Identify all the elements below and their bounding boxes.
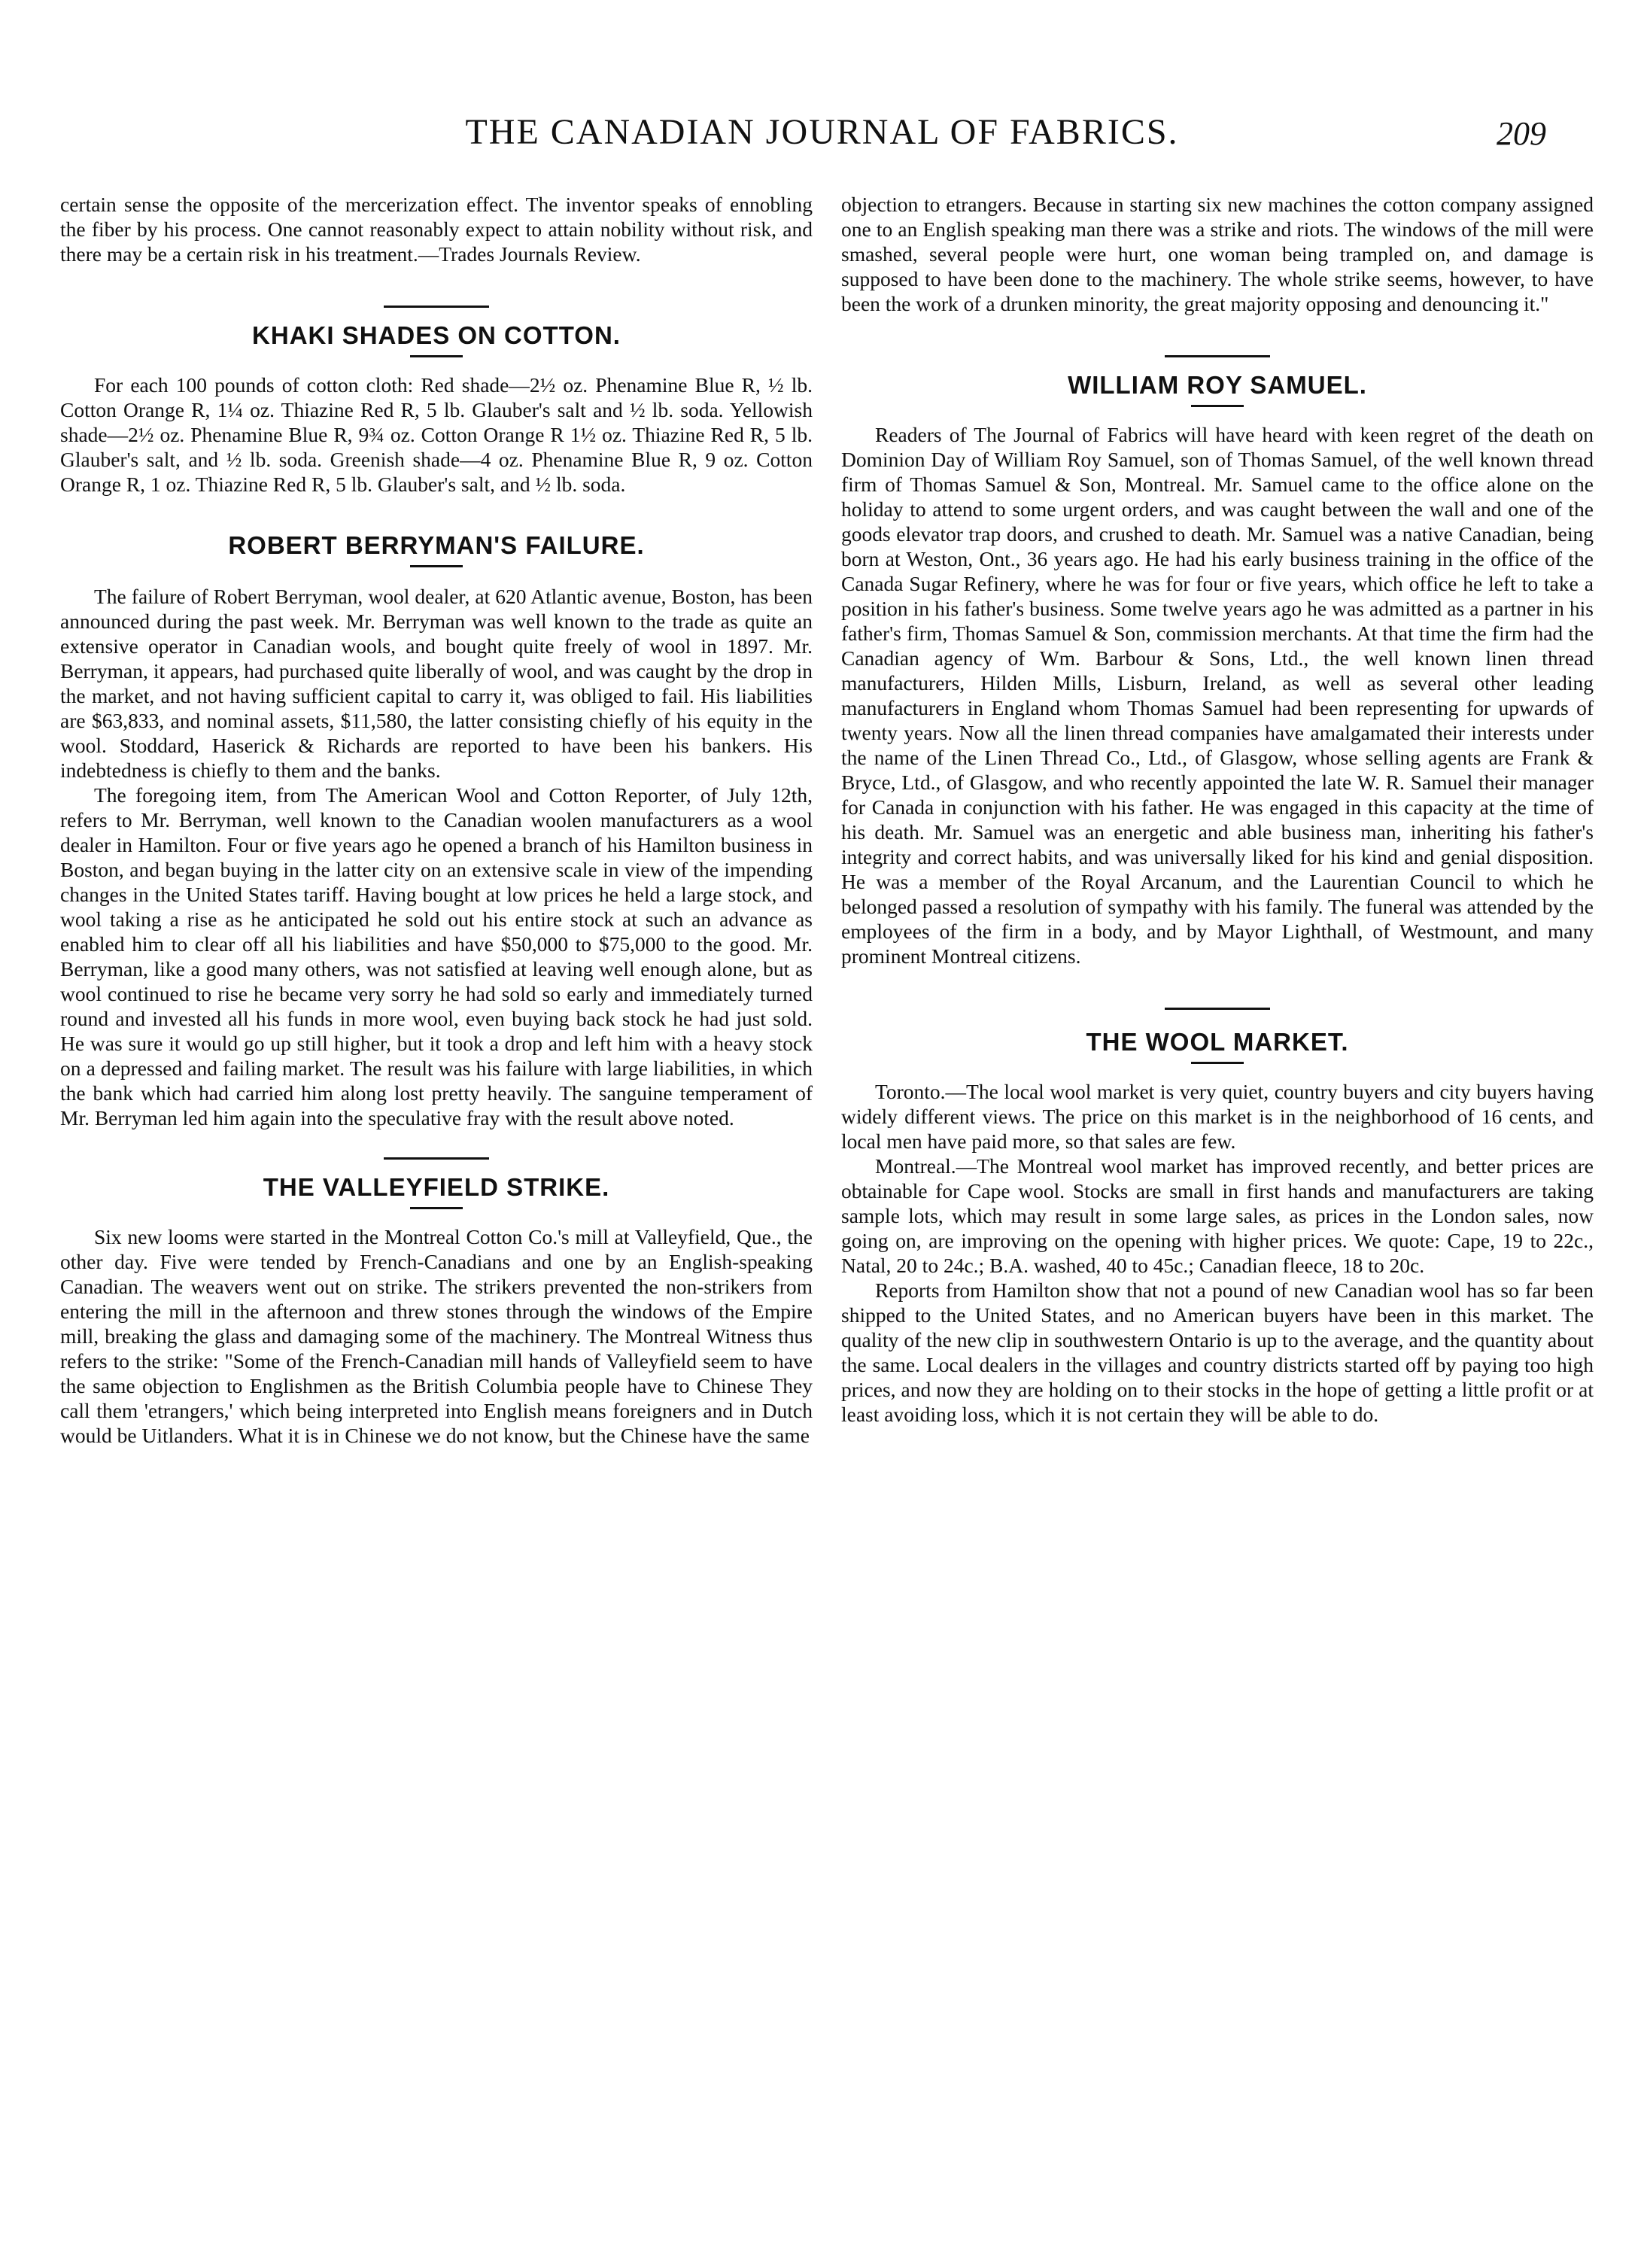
samuel-paragraph: Readers of The Journal of Fabrics will have heard with keen regret of the death on Dominion Day of William Roy Samuel, son of Thomas Samuel, of the well known thread firm of Thomas Samuel & Son, Montreal. Mr. Samuel came to the office alone on the holiday to attend to some urgent orders, and was caught between the wall and one of the goods elevator trap doors, and crushed to death. Mr. Samuel was a native Canadian, being born at Weston, Ont., 36 years ago. He had his early business training in the office of the Canada Sugar Refinery, where he was for four or five years, which office he left to take a position in his father's business. Some twelve years ago he was admitted as a partner in his father's firm, Thomas Samuel & Son, commission merchants. At that time the firm had the Canadian agency of Wm. Barbour & Sons, Ltd., the well known linen thread manufacturers, Hilden Mills, Lisburn, Ireland, as well as several other leading manufacturers in England whom Thomas Samuel had been representing for upwards of twenty years. Now all the linen thread companies have amalgamated their interests under the name of the Linen Thread Co., Ltd., of Glasgow, whose selling agents are Frank & Bryce, Ltd., of Glasgow, and who recently appointed the late W. R. Samuel their manager for Canada in conjunction with his father. He was engaged in this capacity at the time of his death. Mr. Samuel was an energetic and able business man, inheriting his father's integrity and correct habits, and was universally liked for his kind and genial disposition. He was a member of the Royal Arcanum, and the Laurentian Council to which he belonged passed a resolution of sympathy with his family. The funeral was attended by the employees of the firm in a body, and by Mayor Lighthall, of Westmount, and many prominent Montreal citizens. [841, 423, 1594, 968]
wool-market-heading: THE WOOL MARKET. [1086, 1028, 1349, 1056]
valleyfield-paragraph: Six new looms were started in the Montreal Cotton Co.'s mill at Valleyfield, Que., the other day. Five were tended by French-Canadians and one by an English-speaking Canadian. The weavers went out on strike. The strikers prevented the non-strikers from entering the mill in the afternoon and threw stones through the windows of the Empire mill, breaking the glass and damaging some of the machinery. The Montreal Witness thus refers to the strike: "Some of the French-Canadian mill hands of Valleyfield seem to have the same objection to Englishmen as the British Columbia people have to Chinese They call them 'etrangers,' which being interpreted into English means foreigners and in Dutch would be Uitlanders. What it is in Chinese we do not know, but the Chinese have the same [60, 1225, 813, 1447]
journal-title: THE CANADIAN JOURNAL OF FABRICS. [465, 112, 1179, 152]
section-rule [410, 565, 463, 567]
page-header [45, 111, 1599, 157]
section-rule [1165, 1008, 1270, 1010]
section-rule [1165, 355, 1270, 357]
section-rule [1191, 405, 1244, 407]
section-rule [410, 1207, 463, 1209]
berryman-paragraph-2: The foregoing item, from The American Wool and Cotton Reporter, of July 12th, refers to Mr. Berryman, well known to the Canadian woolen manufacturers as a wool dealer in Hamilton. Four or five years ago he opened a branch of his Hamilton business in Boston, and began buying in the latter city on an extensive scale in view of the impending changes in the United States tariff. Having bought at low prices he held a large stock, and wool taking a rise as he anticipated he sold out his entire stock at such an advance as enabled him to clear off all his liabilities and have $50,000 to $75,000 to the good. Mr. Berryman, like a good many others, was not satisfied at leaving well enough alone, but as wool continued to rise he became very sorry he had sold so early and immediately turned round and invested all his funds in more wool, even buying back stock he had just sold. He was sure it would go up still higher, but it took a drop and left him with a heavy stock on a depressed and failing market. The result was his failure with large liabilities, in which the bank which had carried him along lost pretty heavily. The sanguine temperament of Mr. Berryman led him again into the speculative fray with the result above noted. [60, 783, 813, 1129]
samuel-section [841, 355, 1594, 968]
valleyfield-heading: THE VALLEYFIELD STRIKE. [263, 1173, 610, 1201]
wool-market-toronto: Toronto.—The local wool market is very quiet, country buyers and city buyers having widely different views. The price on this market is in the neighborhood of 16 cents, and local men have paid more, so that sales are few. [841, 1080, 1594, 1153]
wool-market-hamilton: Reports from Hamilton show that not a pound of new Canadian wool has so far been shipped to the United States, and no American buyers have been in this market. The quality of the new clip in southwestern Ontario is up to the average, and the quantity about the same. Local dealers in the villages and country districts started off by paying too high prices, and now they are holding on to their stocks in the hope of getting a little profit or at least avoiding loss, which it is not certain they will be able to do. [841, 1278, 1594, 1426]
page-number: 209 [1497, 115, 1546, 152]
khaki-heading: KHAKI SHADES ON COTTON. [252, 321, 621, 349]
intro-paragraph: certain sense the opposite of the mercerization effect. The inventor speaks of ennobling the fiber by his process. One cannot reasonably expect to attain nobility without risk, and there may be a certain risk in his treatment.—Trades Journals Review. [60, 193, 813, 266]
section-rule [384, 1157, 489, 1160]
berryman-paragraph-1: The failure of Robert Berryman, wool dealer, at 620 Atlantic avenue, Boston, has been announced during the past week. Mr. Berryman was well known to the trade as quite an extensive operator in Canadian wools, and bought quite freely of wool in 1897. Mr. Berryman, it appears, had purchased quite liberally of wool, and was caught by the drop in the market, and not having sufficient capital to carry it, was obliged to fail. His liabilities are $63,833, and nominal assets, $11,580, the latter consisting chiefly of his equity in the wool. Stoddard, Haserick & Richards are reported to have been his bankers. His indebtedness is chiefly to them and the banks. [60, 585, 813, 782]
wool-market-section [841, 1008, 1594, 1427]
khaki-section [60, 306, 813, 497]
berryman-heading: ROBERT BERRYMAN'S FAILURE. [228, 531, 645, 559]
berryman-section [60, 533, 813, 1130]
khaki-paragraph: For each 100 pounds of cotton cloth: Red shade—2½ oz. Phenamine Blue R, ½ lb. Cotton Orange R, 1¼ oz. Thiazine Red R, 5 lb. Glauber's salt and ½ lb. soda. Yellowish shade—2½ oz. Phenamine Blue R, 9¾ oz. Cotton Orange R 1½ oz. Thiazine Red R, 5 lb. Glauber's salt, and ½ lb. soda. Greenish shade—4 oz. Phenamine Blue R, 9 oz. Cotton Orange R, 1 oz. Thiazine Red R, 5 lb. Glauber's salt, and ½ lb. soda. [60, 373, 813, 496]
section-rule [410, 355, 463, 357]
wool-market-montreal: Montreal.—The Montreal wool market has improved recently, and better prices are obtainable for Cape wool. Stocks are small in first hands and manufacturers are taking sample lots, which may result in some large sales, as prices in the London sales, now going on, are improving on the opening with higher prices. We quote: Cape, 19 to 22c., Natal, 20 to 24c.; B.A. washed, 40 to 45c.; Canadian fleece, 18 to 20c. [841, 1154, 1594, 1277]
samuel-heading: WILLIAM ROY SAMUEL. [1068, 371, 1367, 399]
section-rule [1191, 1062, 1244, 1064]
left-column [60, 192, 813, 1448]
strike-continued-paragraph: objection to etrangers. Because in starting six new machines the cotton company assigned one to an English speaking man there was a strike and riots. The windows of the mill were smashed, several people were hurt, one woman being trampled on, and damage is supposed to have been done to the machinery. The whole strike seems, however, to have been the work of a drunken minority, the great majority opposing and denouncing it." [841, 193, 1594, 315]
right-column [841, 192, 1594, 1427]
section-rule [384, 306, 489, 308]
valleyfield-section [60, 1157, 813, 1448]
